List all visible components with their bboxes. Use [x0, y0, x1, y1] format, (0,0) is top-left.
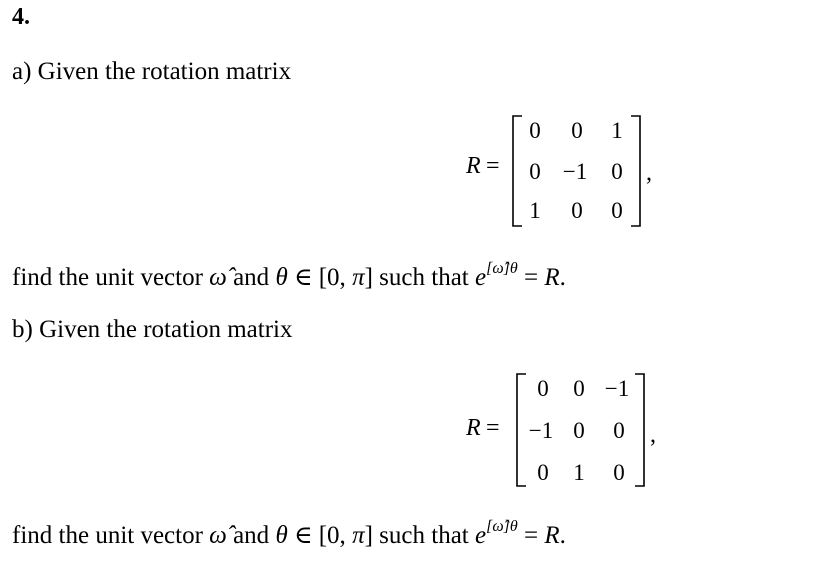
part-a-cell: 1 [611, 118, 623, 143]
part-b-cell: 0 [573, 376, 585, 401]
exponential-base: e [474, 522, 487, 549]
part-a-cell: 0 [529, 118, 541, 143]
part-a-matrix-equation [466, 110, 666, 230]
part-b-trailing-comma: , [650, 422, 656, 448]
part-b-right-bracket [632, 372, 648, 488]
part-b-cell: −1 [604, 376, 630, 401]
part-b-cell: −1 [528, 418, 554, 443]
part-a-cell: 0 [571, 198, 583, 223]
part-a-cell: 0 [529, 159, 541, 184]
theta-symbol: θ [275, 522, 288, 549]
part-b-question: find the unit vector ω̂ and θ ∈ [0, π] such that $e^{[\omegâ]\theta} = R$. [12, 518, 566, 549]
part-a-equals-sign: = [486, 153, 500, 179]
rotation-matrix-symbol: R [544, 522, 560, 549]
pi-symbol: π [352, 522, 365, 549]
part-a-cell: 0 [611, 198, 623, 223]
part-b-matrix-lhs: R [466, 415, 481, 441]
part-b-intro: b) Given the rotation matrix [12, 316, 293, 343]
theta-symbol: θ [275, 264, 288, 291]
omega-hat-symbol: ω̂ [209, 264, 227, 291]
part-a-cell: −1 [562, 159, 588, 184]
part-a-matrix-lhs: R [466, 153, 481, 179]
part-b-cell: 0 [537, 460, 549, 485]
part-b-cell: 0 [613, 418, 625, 443]
exponent: [ω̂]θ [486, 518, 518, 535]
exponential-base: e [474, 264, 487, 291]
part-b-equals-sign: = [486, 415, 500, 441]
part-b-cell: 0 [573, 418, 585, 443]
omega-hat-symbol: ω̂ [209, 522, 227, 549]
pi-symbol: π [352, 264, 365, 291]
exponent: [ω̂]θ [486, 260, 518, 277]
part-b-cell: 1 [573, 460, 585, 485]
part-b-cell: 0 [537, 376, 549, 401]
part-a-trailing-comma: , [646, 160, 652, 186]
part-a-cell: 0 [571, 118, 583, 143]
part-a-right-bracket [628, 114, 644, 228]
part-a-cell: 0 [611, 159, 623, 184]
problem-number: 4. [12, 4, 30, 30]
part-a-question: find the unit vector ω̂ and θ ∈ [0, π] such that $e^{[\omegâ]\theta} = R$. [12, 260, 566, 291]
part-b-cell: 0 [613, 460, 625, 485]
part-a-intro: a) Given the rotation matrix [12, 58, 292, 85]
part-b-matrix-equation [466, 368, 676, 492]
rotation-matrix-symbol: R [544, 264, 560, 291]
part-a-cell: 1 [529, 198, 541, 223]
